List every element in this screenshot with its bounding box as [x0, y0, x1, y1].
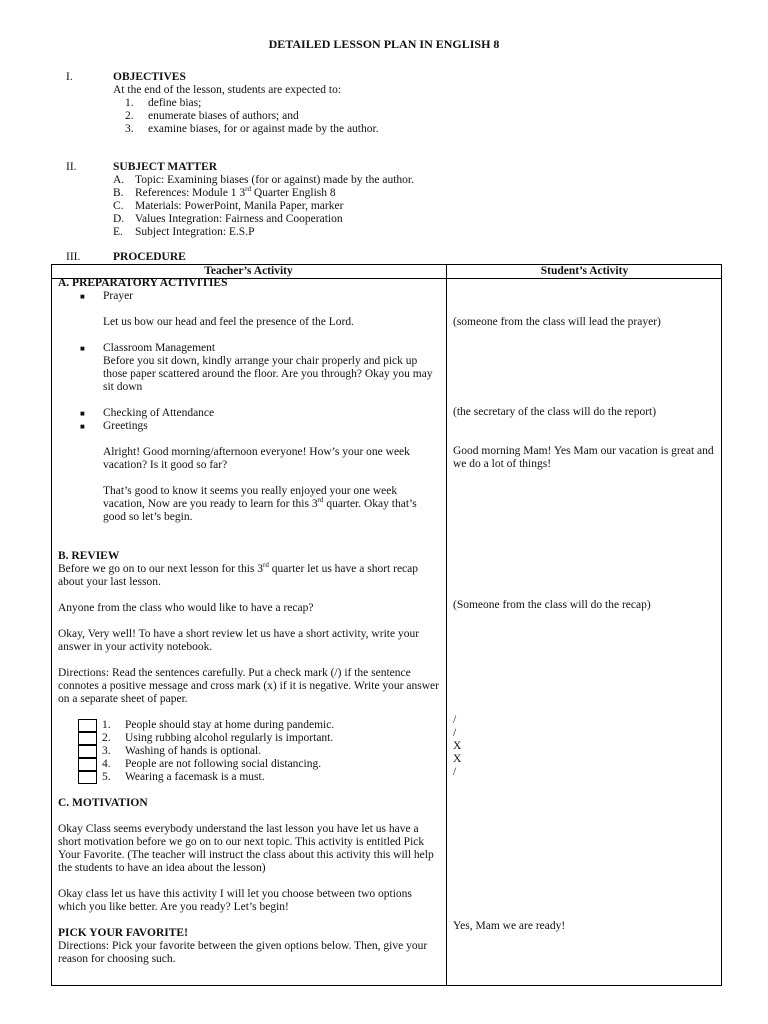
- subject-item: A. Topic: Examining biases (for or against) made by the author.: [113, 174, 414, 186]
- vacation-text: That’s good to know it seems you really enjoyed your one week vacation, Now are you ready to learn for this 3rd quarter. Okay that’s good so let’s begin.: [103, 485, 417, 523]
- student-answers: [453, 714, 721, 779]
- motivation-choice: Okay class let us have this activity I will let you choose between two options which you like better. Are you ready? Let’s begin!: [58, 888, 412, 913]
- section-numeral: II.: [66, 161, 77, 173]
- classroom-management-item: ■ Classroom Management: [80, 342, 216, 354]
- greeting-text: Alright! Good morning/afternoon everyone! How’s your one week vacation? Is it good so far?: [103, 446, 410, 471]
- subject-item: D. Values Integration: Fairness and Cooperation: [113, 213, 343, 225]
- review-intro: Before we go on to our next lesson for this 3rd quarter let us have a short recap about your last lesson.: [58, 561, 419, 588]
- preparatory-heading: A. PREPARATORY ACTIVITIES: [58, 277, 228, 289]
- objectives-heading: OBJECTIVES: [113, 71, 186, 83]
- review-item: 3. Washing of hands is optional.: [58, 745, 441, 758]
- answer-box[interactable]: [78, 719, 97, 732]
- review-item: 4. People are not following social distancing.: [58, 758, 441, 771]
- table-column-divider: [446, 264, 447, 986]
- pick-favorite-heading: PICK YOUR FAVORITE!: [58, 927, 188, 939]
- subject-item: B. References: Module 1 3rd Quarter English 8: [113, 185, 336, 199]
- answer-box[interactable]: [78, 732, 97, 745]
- answer-mark: /: [453, 727, 457, 739]
- answer-mark: X: [453, 740, 462, 752]
- student-greeting: Good morning Mam! Yes Mam our vacation is great and we do a lot of things!: [453, 445, 714, 470]
- student-attendance: (the secretary of the class will do the report): [453, 406, 657, 418]
- pick-favorite-directions: Directions: Pick your favorite between the given options below. Then, give your reason for choosing such.: [58, 940, 428, 965]
- prayer-item: ■ Prayer: [80, 290, 134, 302]
- answer-mark: /: [453, 714, 457, 726]
- teacher-column: [58, 277, 441, 966]
- motivation-heading: C. MOTIVATION: [58, 797, 148, 809]
- document-title: DETAILED LESSON PLAN IN ENGLISH 8: [268, 37, 500, 51]
- greetings-item: ■ Greetings: [80, 420, 148, 432]
- motivation-text: Okay Class seems everybody understand the last lesson you have let us have a short motivation before we go on to our next topic. This activity is entitled Pick Your Favorite. (The teacher will instruct the class about this activity this will help the students to have an idea about the lesson): [58, 823, 434, 874]
- recap-question: Anyone from the class who would like to have a recap?: [58, 602, 314, 614]
- bullet-icon: ■: [80, 422, 85, 431]
- procedure-heading: PROCEDURE: [113, 251, 186, 263]
- answer-mark: X: [453, 753, 462, 765]
- student-activity-header: Student’s Activity: [540, 265, 629, 277]
- review-item: 5. Wearing a facemask is a must.: [58, 771, 441, 784]
- objective-item: 3. examine biases, for or against made by the author.: [125, 123, 379, 135]
- bullet-icon: ■: [80, 292, 85, 301]
- review-item: 1. People should stay at home during pandemic.: [58, 719, 441, 732]
- bullet-icon: ■: [80, 344, 85, 353]
- answer-box[interactable]: [78, 745, 97, 758]
- review-activity: Okay, Very well! To have a short review let us have a short activity, write your answer in your activity notebook.: [58, 628, 420, 653]
- bullet-icon: ■: [80, 409, 85, 418]
- objective-item: 2. enumerate biases of authors; and: [125, 110, 299, 122]
- answer-box[interactable]: [78, 758, 97, 771]
- attendance-item: ■ Checking of Attendance: [80, 407, 215, 419]
- objectives-body: [113, 84, 673, 136]
- subject-matter-heading: SUBJECT MATTER: [113, 161, 218, 173]
- objective-item: 1. define bias;: [125, 97, 202, 109]
- review-heading: B. REVIEW: [58, 550, 120, 562]
- subject-item: C. Materials: PowerPoint, Manila Paper, marker: [113, 200, 344, 212]
- review-directions: Directions: Read the sentences carefully. Put a check mark (/) if the sentence connotes a positive message and cross mark (x) if it is negative. Write your answer on a separate sheet of paper.: [58, 667, 439, 705]
- teacher-activity-header: Teacher’s Activity: [204, 265, 293, 277]
- subject-item: E. Subject Integration: E.S.P: [113, 226, 255, 238]
- prayer-text: Let us bow our head and feel the presence of the Lord.: [103, 316, 354, 328]
- subject-matter-body: [113, 174, 673, 239]
- objectives-intro: At the end of the lesson, students are expected to:: [113, 84, 342, 96]
- answer-mark: /: [453, 766, 457, 778]
- student-ready: Yes, Mam we are ready!: [453, 920, 566, 932]
- answer-box[interactable]: [78, 771, 97, 784]
- student-recap: (Someone from the class will do the recap): [453, 599, 651, 611]
- classroom-management-text: Before you sit down, kindly arrange your chair properly and pick up those paper scattered around the floor. Are you through? Okay you may sit down: [103, 355, 433, 393]
- review-item: 2. Using rubbing alcohol regularly is important.: [58, 732, 441, 745]
- section-numeral: I.: [66, 71, 73, 83]
- student-prayer: (someone from the class will lead the prayer): [453, 316, 661, 328]
- section-numeral: III.: [66, 251, 81, 263]
